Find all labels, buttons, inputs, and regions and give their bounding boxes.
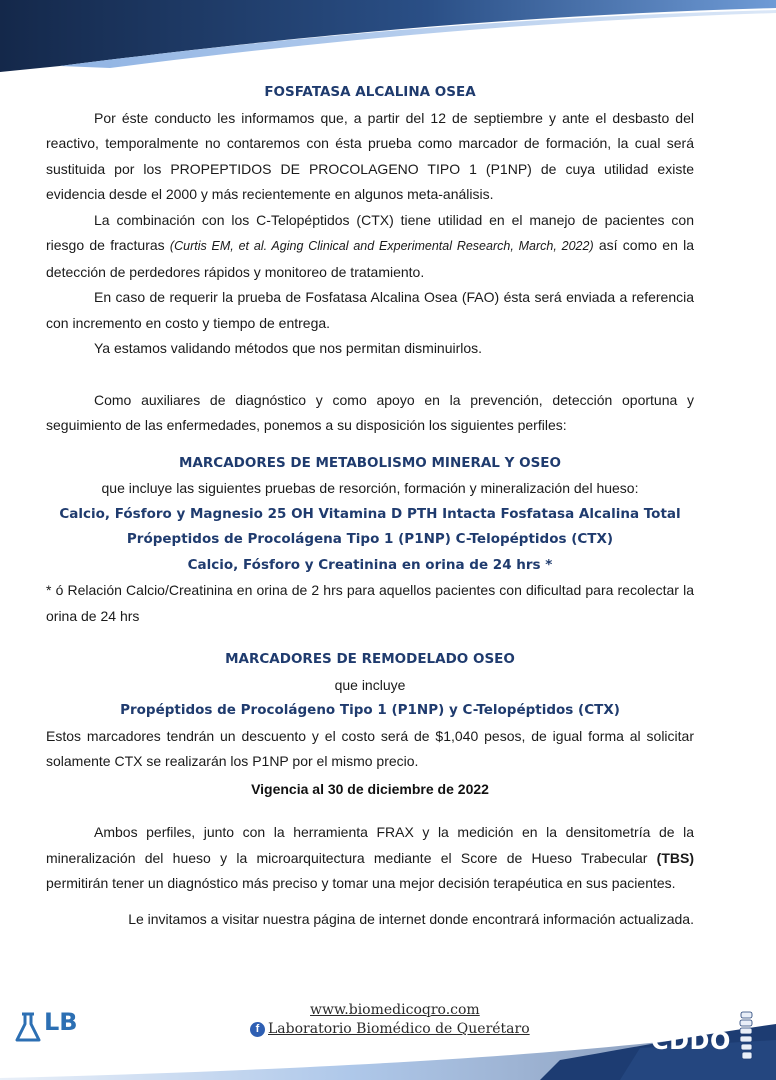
citation: (Curtis EM, et al. Aging Clinical and Experimental Research, March, 2022) [169,239,594,253]
lb-logo-text: LB [44,1008,78,1036]
paragraph-profiles-intro: Como auxiliares de diagnóstico y como apoyo en la prevención, detección oportuna y seguimiento de las enfermedades, ponemos a su disposición los siguientes perfiles: [46,391,694,433]
paragraph-intro: Por éste conducto les informamos que, a partir del 12 de septiembre y ante el desbasto del reactivo, temporalmente no contaremos con ésta prueba como marcador de formación, la cual será sustituida por los PROPEPTIDOS DE PROCOLAGENO TIPO 1 (P1NP) de cuya utilidad existe evidencia desde el 2000 y más recientemente en algunos meta-análisis. [46,109,694,202]
profile1-heading: MARCADORES DE METABOLISMO MINERAL Y OSEO [179,454,561,471]
profile2-price: Estos marcadores tendrán un descuento y el costo será de $1,040 pesos, de igual forma al solicitar solamente CTX se realizarán los P1NP por el mismo precio. [46,727,694,769]
validity-date: Vigencia al 30 de diciembre de 2022 [251,780,489,797]
paragraph-closing: Ambos perfiles, junto con la herramienta FRAX y la medición en la densitometría de la mineralización del hueso y la microarquitectura mediante el Score de Hueso Trabecular (TBS) permitirán tener un diagnóstico más preciso y tomar una mejor decisión terapéutica en sus pacientes. [46,824,694,891]
profile1-tests-line2: Própeptidos de Procolágena Tipo 1 (P1NP) C-Telopéptidos (CTX) [126,531,614,547]
facebook-icon: f [250,1022,265,1037]
profile1-note: * ó Relación Calcio/Creatinina en orina de 2 hrs para aquellos pacientes con dificultad para recolectar la orina de 24 hrs [46,582,694,624]
paragraph-validation: Ya estamos validando métodos que nos permitan disminuirlos. [94,340,483,356]
spine-icon [735,1010,757,1062]
profile2-heading: MARCADORES DE REMODELADO OSEO [225,651,515,667]
website-link[interactable]: www.biomedicoqro.com [310,1002,480,1018]
cddo-brand: CDDO [651,1027,731,1055]
facebook-link[interactable] [250,1021,530,1037]
facebook-label: Laboratorio Biomédico de Querétaro [268,1021,530,1037]
profile1-tests-line1: Calcio, Fósforo y Magnesio 25 OH Vitamina D PTH Intacta Fosfatasa Alcalina Total [59,505,681,522]
profile1-tests-line3: Calcio, Fósforo y Creatinina en orina de 24 hrs * [187,556,553,573]
document-title: FOSFATASA ALCALINA OSEA [264,84,476,100]
document-body [46,80,694,932]
paragraph-fao-referral: En caso de requerir la prueba de Fosfatasa Alcalina Osea (FAO) ésta será enviada a referencia con incremento en costo y tiempo de entrega. [46,289,694,331]
tbs-label: (TBS) [656,849,694,866]
profile2-tests: Propéptidos de Procolágeno Tipo 1 (P1NP) y C-Telopéptidos (CTX) [120,702,620,718]
profile1-intro: que incluye las siguientes pruebas de resorción, formación y mineralización del hueso: [101,480,639,496]
paragraph-ctx-combination: La combinación con los C-Telopéptidos (CTX) tiene utilidad en el manejo de pacientes con riesgo de fracturas (Curtis EM, et al. Aging Clinical and Experimental Research, March, 2022) así como en la detección de perdedores rápidos y monitoreo de tratamiento. [46,211,694,280]
header-band [0,0,776,72]
profile2-intro: que incluye [334,676,406,693]
invitation-text: Le invitamos a visitar nuestra página de internet donde encontrará información actualizada. [128,910,694,927]
